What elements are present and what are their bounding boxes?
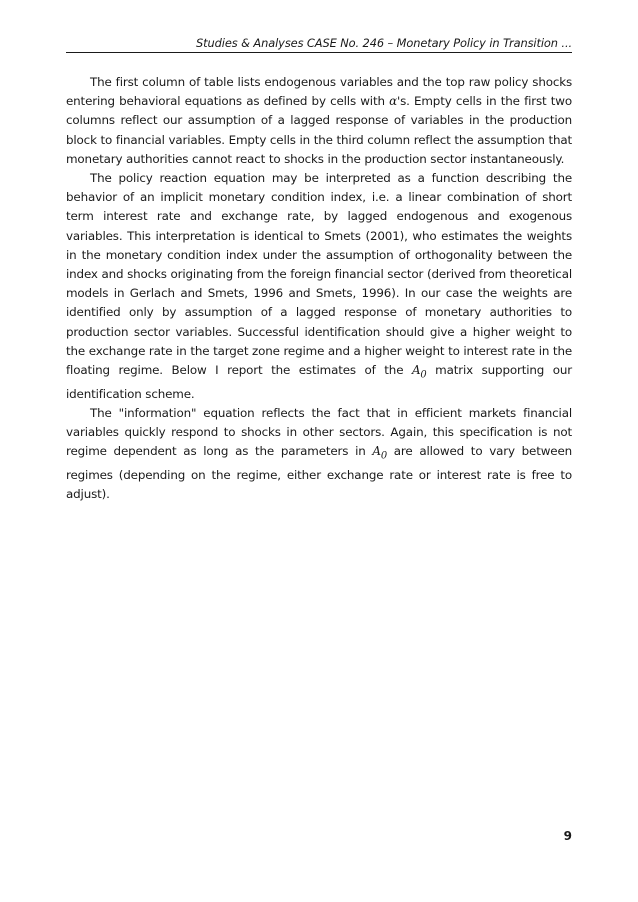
paragraph-3-text-b: are allowed to vary between regimes (depending on the regime, either exchange rate or interest rate is free to adjust). [66,444,572,502]
paragraph-3 [66,404,572,504]
matrix-base: A [372,444,381,459]
paragraph-2-text-b: matrix supporting our identification scheme. [66,363,573,401]
paragraph-2-text-a: The policy reaction equation may be interpreted as a function describing the behavior of an implicit monetary condition index, i.e. a linear combination of short term interest rate and exchange rate, by lagged endogenous and exogenous variables. This interpretation is identical to Smets (2001), who estimates the weights in the monetary condition index under the assumption of orthogonality between the index and shocks originating from the foreign financial sector (derived from theoretical models in Gerlach and Smets, 1996 and Smets, 1996). In our case the weights are identified only by assumption of a lagged response of monetary authorities to production sector variables. Successful identification should give a higher weight to the exchange rate in the target zone regime and a higher weight to interest rate in the floating regime. Below I report the estimates of the [66,171,572,378]
running-header: Studies & Analyses CASE No. 246 – Monetary Policy in Transition ... [196,36,572,50]
paragraph-1 [66,73,572,169]
matrix-a0-symbol [411,363,427,381]
header-rule [66,52,572,53]
matrix-base: A [411,363,421,378]
page-number: 9 [563,829,572,843]
paragraph-3-text-a: The "information" equation reflects the fact that in efficient markets financial variables quickly respond to shocks in other sectors. Again, this specification is not regime dependent as long as the parameters in [66,405,572,459]
alpha-symbol: α [389,94,397,109]
paragraph-1-text-a: The first column of table lists endogenous variables and the top raw policy shocks entering behavioral equations as defined by cells with [66,75,572,109]
matrix-subscript: 0 [420,369,427,381]
body-text [66,73,572,504]
matrix-subscript: 0 [380,450,388,462]
paragraph-1-text-b: 's. Empty cells in the first two columns reflect our assumption of a lagged response of variables in the production block to financial variables. Empty cells in the third column reflect the assumption that monetary authorities cannot react to shocks in the production sector instantaneously. [66,94,572,166]
matrix-a0-symbol [372,444,388,462]
paragraph-2 [66,169,572,404]
